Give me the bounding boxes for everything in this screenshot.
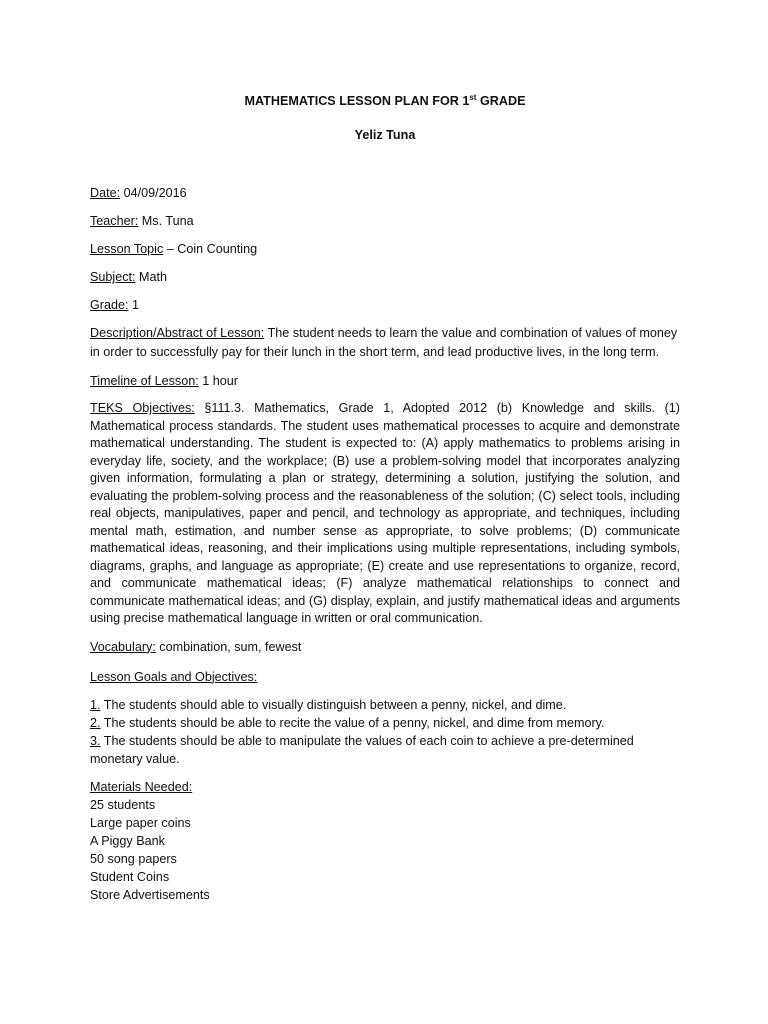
goal-text: The students should be able to manipulate the values of each coin to achieve a pre-determined monetary value. [90, 733, 634, 766]
author-name: Yeliz Tuna [354, 128, 416, 142]
subject-field [90, 268, 680, 286]
goal-item [90, 714, 680, 732]
material-item: A Piggy Bank [90, 833, 165, 848]
goal-item [90, 696, 680, 714]
goals-heading-text: Lesson Goals and Objectives: [90, 669, 258, 684]
timeline-label: Timeline of Lesson: [90, 374, 199, 388]
material-item: 25 students [90, 797, 156, 812]
material-item: Store Advertisements [90, 887, 210, 902]
date-label: Date: [90, 186, 121, 200]
teacher-field [90, 212, 680, 230]
goals-list [90, 696, 680, 768]
timeline-field [90, 372, 680, 390]
description-value: The student needs to learn the value and combination of values of money in order to successfully pay for their lunch in the short term, and lead productive lives, in the long term. [90, 326, 678, 359]
material-item: Large paper coins [90, 815, 191, 830]
materials-list [90, 796, 680, 904]
goal-number: 2. [90, 715, 101, 730]
vocabulary-field [90, 638, 680, 656]
timeline-value: 1 hour [198, 374, 238, 388]
topic-field [90, 240, 680, 258]
teks-value: §111.3. Mathematics, Grade 1, Adopted 2012 (b) Knowledge and skills. (1) Mathematical process standards. The student uses mathematical processes to acquire and demonstrate mathematical understanding. The student is expected to: (A) apply mathematics to problems arising in everyday life, society, and the workplace; (B) use a problem-solving model that incorporates analyzing given information, formulating a plan or strategy, determining a solution, justifying the solution, and evaluating the problem-solving process and the reasonableness of the solution; (C) select tools, including real objects, manipulatives, paper and pencil, and technology as appropriate, and techniques, including mental math, estimation, and number sense as appropriate, to solve problems; (D) communicate mathematical ideas, reasoning, and their implications using multiple representations, including symbols, diagrams, graphs, and language as appropriate; (E) create and use representations to organize, record, and communicate mathematical ideas; (F) analyze mathematical relationships to connect and communicate mathematical ideas; and (G) display, explain, and justify mathematical ideas and arguments using precise mathematical language in written or oral communication. [90, 401, 680, 625]
topic-label: Lesson Topic [90, 242, 164, 256]
material-item: Student Coins [90, 869, 170, 884]
materials-heading [90, 778, 680, 796]
document-content [90, 92, 680, 904]
goal-number: 3. [90, 733, 101, 748]
title-text: MATHEMATICS LESSON PLAN FOR 1 [244, 94, 470, 108]
materials-heading-text: Materials Needed: [90, 779, 193, 794]
title-suffix: GRADE [476, 94, 526, 108]
goal-text: The students should able to visually distinguish between a penny, nickel, and dime. [100, 697, 567, 712]
subject-label: Subject: [90, 270, 136, 284]
title-superscript: st [469, 93, 477, 102]
goal-text: The students should be able to recite the value of a penny, nickel, and dime from memory. [100, 715, 605, 730]
description-label: Description/Abstract of Lesson: [90, 326, 265, 340]
topic-value: – Coin Counting [163, 242, 258, 256]
subject-value: Math [135, 270, 168, 284]
grade-value: 1 [128, 298, 140, 312]
date-field [90, 184, 680, 202]
teks-label: TEKS Objectives: [90, 401, 195, 415]
date-value: 04/09/2016 [120, 186, 187, 200]
vocabulary-label: Vocabulary: [90, 639, 156, 654]
goals-heading [90, 668, 680, 686]
grade-label: Grade: [90, 298, 129, 312]
vocabulary-value: combination, sum, fewest [155, 639, 302, 654]
goal-item [90, 732, 680, 768]
document-title [90, 92, 680, 110]
description-paragraph [90, 324, 680, 362]
teks-paragraph [90, 400, 680, 628]
material-item: 50 song papers [90, 851, 177, 866]
teacher-label: Teacher: [90, 214, 139, 228]
teacher-value: Ms. Tuna [138, 214, 194, 228]
goal-number: 1. [90, 697, 101, 712]
grade-field [90, 296, 680, 314]
